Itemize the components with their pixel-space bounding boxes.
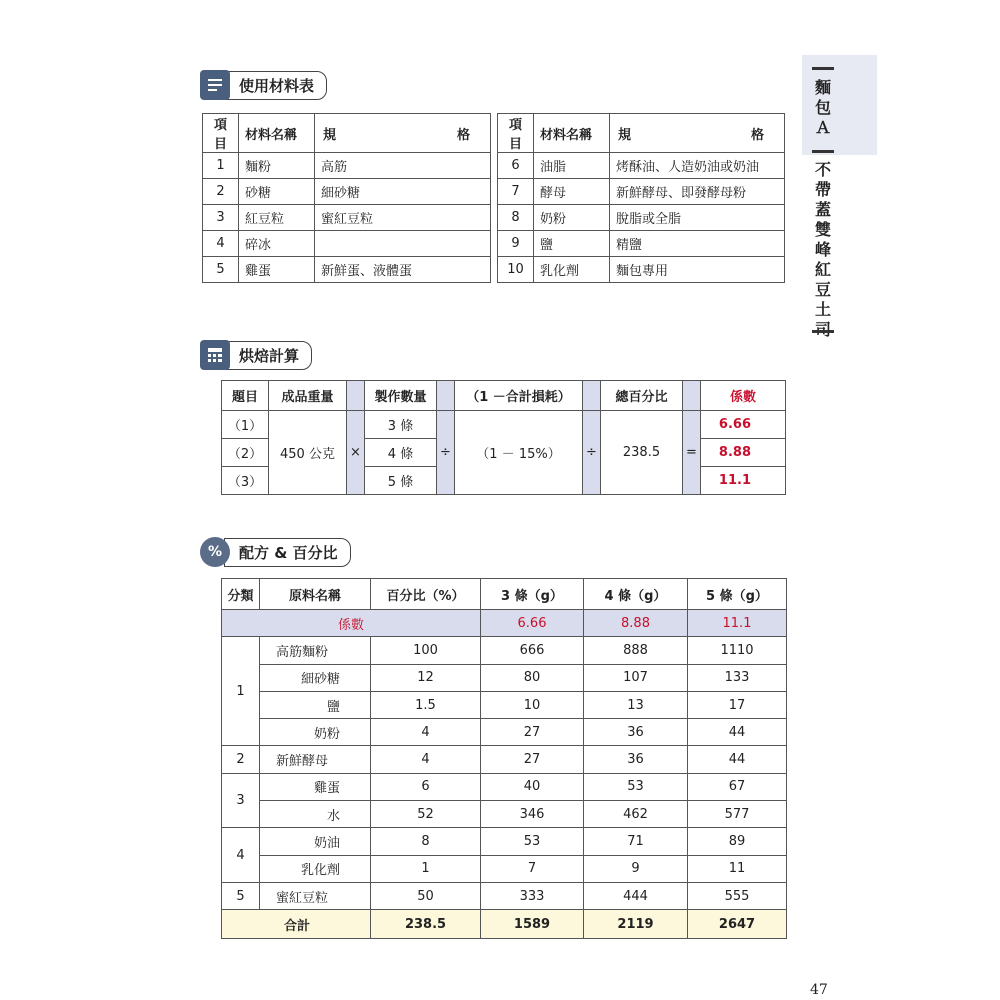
material-name: 鹽 <box>534 231 610 257</box>
chapter-title-char: Ａ <box>814 118 831 137</box>
percent-value: 1 <box>371 855 481 882</box>
table-row <box>222 855 787 882</box>
question-label: （2） <box>222 439 269 467</box>
coef-value: 8.88 <box>584 610 688 637</box>
item-number: 2 <box>203 179 239 205</box>
times-operator: × <box>347 411 365 495</box>
header-item: 項目 <box>203 114 239 153</box>
total-4loaves: 2119 <box>584 910 688 939</box>
header-coef: 係數 <box>701 381 786 411</box>
count-value: 5 條 <box>365 467 437 495</box>
grams-4: 71 <box>584 828 688 855</box>
material-row <box>498 179 785 205</box>
table-row <box>222 719 787 746</box>
total-3loaves: 1589 <box>481 910 584 939</box>
grams-3: 27 <box>481 746 584 773</box>
recipe-title-char: 蓋 <box>814 200 831 219</box>
category-number: 4 <box>222 828 260 883</box>
header-item: 項目 <box>498 114 534 153</box>
material-name: 奶粉 <box>534 205 610 231</box>
section-title: 烘焙計算 <box>224 341 312 370</box>
material-row <box>498 231 785 257</box>
divide-operator: ÷ <box>583 411 601 495</box>
recipe-title-char: 土 <box>814 300 831 319</box>
grams-3: 346 <box>481 801 584 828</box>
table-row <box>222 746 787 773</box>
table-row <box>222 828 787 855</box>
item-number: 9 <box>498 231 534 257</box>
coef-value: 8.88 <box>701 439 786 467</box>
total-percent-value: 238.5 <box>601 411 683 495</box>
item-number: 6 <box>498 153 534 179</box>
material-spec: 新鮮酵母、即發酵母粉 <box>610 179 785 205</box>
material-spec: 麵包專用 <box>610 257 785 283</box>
calculator-icon <box>200 340 230 370</box>
item-number: 10 <box>498 257 534 283</box>
ingredient-name: 細砂糖 <box>260 664 371 691</box>
material-spec: 細砂糖 <box>315 179 491 205</box>
material-name: 酵母 <box>534 179 610 205</box>
material-spec: 精鹽 <box>610 231 785 257</box>
header-ingredient: 原料名稱 <box>260 579 371 610</box>
header-spec: 規 格 <box>315 114 491 153</box>
grams-4: 444 <box>584 882 688 909</box>
material-spec: 烤酥油、人造奶油或奶油 <box>610 153 785 179</box>
recipe-title <box>808 160 838 340</box>
section-header-recipe <box>200 537 351 567</box>
table-row <box>222 637 787 664</box>
chapter-title <box>808 78 838 138</box>
grams-5: 11 <box>688 855 787 882</box>
ingredient-name: 雞蛋 <box>260 773 371 800</box>
grams-5: 555 <box>688 882 787 909</box>
table-row <box>222 664 787 691</box>
header-question: 題目 <box>222 381 269 411</box>
equals-operator: = <box>683 411 701 495</box>
percent-icon: % <box>200 537 230 567</box>
header-3loaves: 3 條（g） <box>481 579 584 610</box>
percent-value: 12 <box>371 664 481 691</box>
question-label: （1） <box>222 411 269 439</box>
count-value: 3 條 <box>365 411 437 439</box>
percent-value: 100 <box>371 637 481 664</box>
chapter-title-char: 麵 <box>814 78 831 97</box>
total-percent: 238.5 <box>371 910 481 939</box>
header-name: 材料名稱 <box>534 114 610 153</box>
header-loss: （1 －合計損耗） <box>455 381 583 411</box>
coef-value: 11.1 <box>701 467 786 495</box>
percent-value: 1.5 <box>371 691 481 718</box>
chapter-title-char: 包 <box>814 98 831 117</box>
category-number: 5 <box>222 882 260 909</box>
item-number: 7 <box>498 179 534 205</box>
grams-3: 53 <box>481 828 584 855</box>
coef-value: 11.1 <box>688 610 787 637</box>
tab-divider <box>812 67 834 70</box>
grams-5: 89 <box>688 828 787 855</box>
table-row <box>222 882 787 909</box>
percent-value: 52 <box>371 801 481 828</box>
divide-operator: ÷ <box>437 411 455 495</box>
table-row <box>222 773 787 800</box>
material-name: 碎冰 <box>239 231 315 257</box>
question-label: （3） <box>222 467 269 495</box>
section-header-bake <box>200 340 312 370</box>
grams-4: 13 <box>584 691 688 718</box>
loss-value: （1 － 15%） <box>455 411 583 495</box>
material-spec <box>315 231 491 257</box>
grams-5: 133 <box>688 664 787 691</box>
grams-3: 27 <box>481 719 584 746</box>
header-spec: 規 格 <box>610 114 785 153</box>
tab-divider <box>812 330 834 333</box>
coef-value: 6.66 <box>701 411 786 439</box>
grams-5: 67 <box>688 773 787 800</box>
grams-3: 333 <box>481 882 584 909</box>
header-5loaves: 5 條（g） <box>688 579 787 610</box>
material-name: 雞蛋 <box>239 257 315 283</box>
recipe-title-char: 紅 <box>814 260 831 279</box>
header-percent: 百分比（%） <box>371 579 481 610</box>
material-row <box>203 257 491 283</box>
bake-calc-table <box>221 380 786 495</box>
ingredient-name: 高筋麵粉 <box>260 637 371 664</box>
recipe-title-char: 豆 <box>814 280 831 299</box>
item-number: 4 <box>203 231 239 257</box>
grams-3: 40 <box>481 773 584 800</box>
recipe-table <box>221 578 787 939</box>
ingredient-name: 蜜紅豆粒 <box>260 882 371 909</box>
material-row <box>498 257 785 283</box>
material-name: 油脂 <box>534 153 610 179</box>
material-name: 麵粉 <box>239 153 315 179</box>
percent-value: 4 <box>371 746 481 773</box>
material-row <box>203 231 491 257</box>
grams-5: 44 <box>688 719 787 746</box>
material-spec: 高筋 <box>315 153 491 179</box>
header-total-percent: 總百分比 <box>601 381 683 411</box>
ingredient-name: 水 <box>260 801 371 828</box>
grams-4: 36 <box>584 746 688 773</box>
grams-3: 666 <box>481 637 584 664</box>
grams-4: 9 <box>584 855 688 882</box>
header-count: 製作數量 <box>365 381 437 411</box>
material-spec: 蜜紅豆粒 <box>315 205 491 231</box>
item-number: 5 <box>203 257 239 283</box>
document-icon <box>200 70 230 100</box>
category-number: 1 <box>222 637 260 746</box>
grams-5: 1110 <box>688 637 787 664</box>
tab-divider <box>812 150 834 153</box>
grams-5: 577 <box>688 801 787 828</box>
section-header-materials <box>200 70 327 100</box>
grams-3: 7 <box>481 855 584 882</box>
item-number: 8 <box>498 205 534 231</box>
page-number: 47 <box>810 982 828 998</box>
grams-5: 17 <box>688 691 787 718</box>
header-name: 材料名稱 <box>239 114 315 153</box>
materials-table-left <box>202 113 491 283</box>
grams-3: 80 <box>481 664 584 691</box>
recipe-title-char: 不 <box>814 160 831 179</box>
grams-4: 36 <box>584 719 688 746</box>
item-number: 3 <box>203 205 239 231</box>
coef-value: 6.66 <box>481 610 584 637</box>
ingredient-name: 鹽 <box>260 691 371 718</box>
material-row <box>498 153 785 179</box>
grams-3: 10 <box>481 691 584 718</box>
table-row <box>222 801 787 828</box>
material-row <box>203 205 491 231</box>
header-4loaves: 4 條（g） <box>584 579 688 610</box>
section-title: 使用材料表 <box>224 71 327 100</box>
count-value: 4 條 <box>365 439 437 467</box>
header-weight: 成品重量 <box>269 381 347 411</box>
coef-label: 係數 <box>222 610 481 637</box>
material-name: 紅豆粒 <box>239 205 315 231</box>
ingredient-name: 奶粉 <box>260 719 371 746</box>
materials-table-right <box>497 113 785 283</box>
table-row <box>222 691 787 718</box>
grams-4: 53 <box>584 773 688 800</box>
material-name: 乳化劑 <box>534 257 610 283</box>
material-row <box>203 179 491 205</box>
grams-4: 462 <box>584 801 688 828</box>
material-row <box>498 205 785 231</box>
grams-4: 107 <box>584 664 688 691</box>
percent-value: 6 <box>371 773 481 800</box>
weight-value: 450 公克 <box>269 411 347 495</box>
section-title: 配方 & 百分比 <box>224 538 351 567</box>
header-category: 分類 <box>222 579 260 610</box>
total-5loaves: 2647 <box>688 910 787 939</box>
category-number: 3 <box>222 773 260 828</box>
grams-4: 888 <box>584 637 688 664</box>
ingredient-name: 新鮮酵母 <box>260 746 371 773</box>
material-name: 砂糖 <box>239 179 315 205</box>
ingredient-name: 奶油 <box>260 828 371 855</box>
material-spec: 新鮮蛋、液體蛋 <box>315 257 491 283</box>
ingredient-name: 乳化劑 <box>260 855 371 882</box>
percent-value: 4 <box>371 719 481 746</box>
category-number: 2 <box>222 746 260 773</box>
percent-value: 50 <box>371 882 481 909</box>
grams-5: 44 <box>688 746 787 773</box>
material-spec: 脫脂或全脂 <box>610 205 785 231</box>
percent-value: 8 <box>371 828 481 855</box>
recipe-title-char: 帶 <box>814 180 831 199</box>
recipe-title-char: 雙 <box>814 220 831 239</box>
recipe-title-char: 峰 <box>814 240 831 259</box>
material-row <box>203 153 491 179</box>
item-number: 1 <box>203 153 239 179</box>
total-label: 合計 <box>222 910 371 939</box>
